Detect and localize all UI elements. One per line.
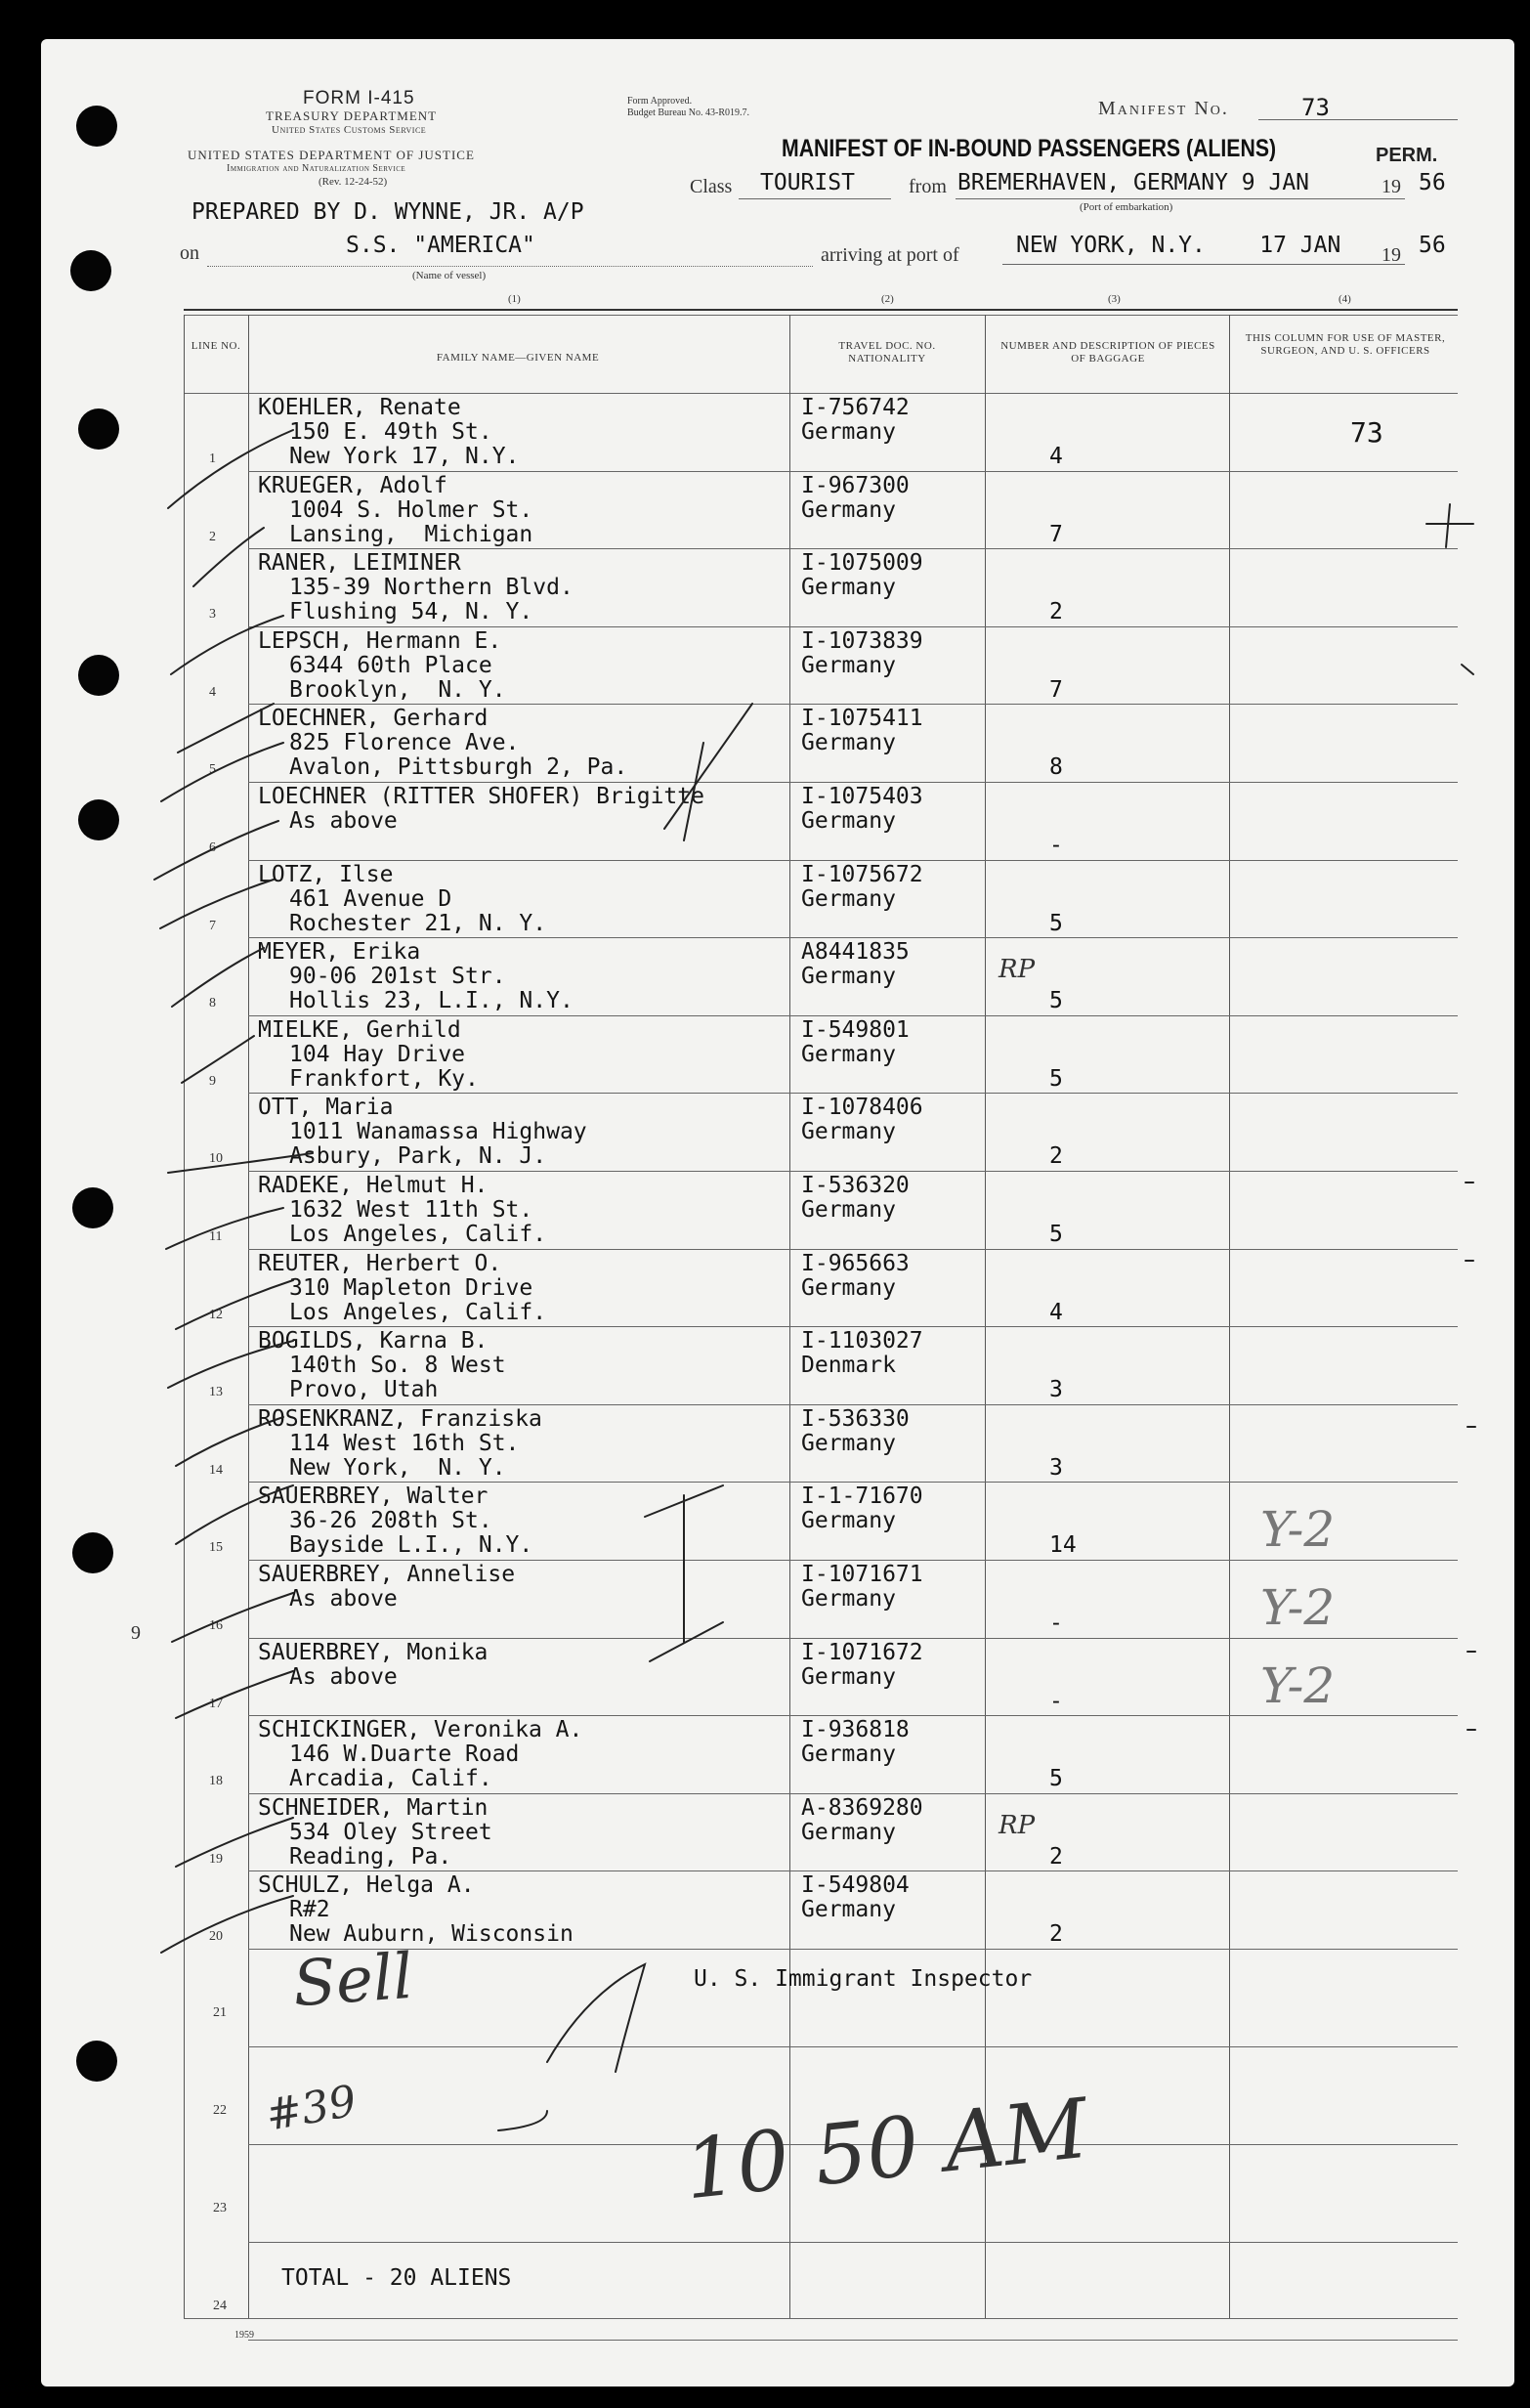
baggage-pieces: 4 xyxy=(1049,1299,1063,1325)
address-line: 534 Oley Street xyxy=(289,1819,492,1845)
city-line: New York 17, N.Y. xyxy=(289,444,520,469)
vessel-name: S.S. "AMERICA" xyxy=(346,233,535,258)
nationality: Denmark xyxy=(801,1353,896,1379)
address-line: As above xyxy=(289,1586,398,1612)
officer-note: Y-2 xyxy=(1260,1656,1336,1714)
passenger-name: LOECHNER (RITTER SHOFER) Brigitte xyxy=(258,784,704,809)
baggage-pieces: 4 xyxy=(1049,444,1063,469)
nationality: Germany xyxy=(801,1274,896,1301)
line-number: 23 xyxy=(213,2201,227,2215)
address-line: 310 Mapleton Drive xyxy=(289,1274,533,1301)
city-line: New Auburn, Wisconsin xyxy=(289,1921,574,1948)
nationality: Germany xyxy=(801,1586,896,1612)
passenger-name: SAUERBREY, Monika xyxy=(258,1639,489,1665)
treasury-department: TREASURY DEPARTMENT xyxy=(266,108,438,123)
manifest-label: Manifest No. xyxy=(1098,98,1229,119)
travel-doc-number: I-1103027 xyxy=(801,1328,923,1354)
prepared-by: PREPARED BY D. WYNNE, JR. A/P xyxy=(191,199,584,225)
address-line: As above xyxy=(289,1663,398,1690)
department-of-justice: UNITED STATES DEPARTMENT OF JUSTICE xyxy=(188,148,475,162)
nationality: Germany xyxy=(801,1197,896,1223)
city-line: Asbury, Park, N. J. xyxy=(289,1143,547,1170)
travel-doc-number: I-1073839 xyxy=(801,627,923,654)
line-number: 3 xyxy=(209,607,216,623)
nationality: Germany xyxy=(801,419,896,445)
margin-mark: 9 xyxy=(131,1622,141,1644)
city-line: Frankfort, Ky. xyxy=(289,1065,479,1092)
line-number: 16 xyxy=(209,1618,223,1633)
nationality: Germany xyxy=(801,1897,896,1923)
travel-doc-number: I-1075672 xyxy=(801,861,923,887)
baggage-pieces: - xyxy=(1049,833,1063,858)
baggage-pieces: 3 xyxy=(1049,1454,1063,1481)
perm-label: PERM. xyxy=(1376,145,1438,166)
travel-doc-number: I-965663 xyxy=(801,1250,910,1276)
col-num-4: (4) xyxy=(1339,293,1351,305)
travel-doc-number: I-1-71670 xyxy=(801,1484,923,1510)
nationality: Germany xyxy=(801,575,896,601)
travel-doc-number: I-536330 xyxy=(801,1405,910,1432)
col-num-1: (1) xyxy=(508,293,521,305)
print-code: 1959 xyxy=(234,2330,254,2341)
nationality: Germany xyxy=(801,885,896,912)
travel-doc-number: I-1075411 xyxy=(801,706,923,732)
passenger-name: BOGILDS, Karna B. xyxy=(258,1328,489,1354)
arriving-label: arriving at port of xyxy=(821,244,959,266)
passenger-name: KOEHLER, Renate xyxy=(258,395,461,420)
address-line: 1011 Wanamassa Highway xyxy=(289,1119,587,1145)
port-of-embarkation: BREMERHAVEN, GERMANY 9 JAN xyxy=(957,170,1310,195)
line-number: 7 xyxy=(209,918,216,933)
baggage-pieces: 2 xyxy=(1049,1143,1063,1170)
passenger-name: RANER, LEIMINER xyxy=(258,550,461,577)
passenger-name: KRUEGER, Adolf xyxy=(258,472,447,498)
nationality: Germany xyxy=(801,1119,896,1145)
col-num-3: (3) xyxy=(1108,293,1121,305)
budget-bureau: Budget Bureau No. 43-R019.7. xyxy=(627,108,749,118)
city-line: Lansing, Michigan xyxy=(289,521,533,547)
travel-doc-number: I-1071672 xyxy=(801,1639,923,1665)
baggage-pieces: 2 xyxy=(1049,599,1063,625)
col-baggage: NUMBER AND DESCRIPTION OF PIECES OF BAGGAGE xyxy=(1000,340,1215,365)
officer-note: Y-2 xyxy=(1260,1579,1336,1636)
travel-doc-number: I-967300 xyxy=(801,472,910,498)
handwritten-time: 10 50 AM xyxy=(680,2080,1092,2218)
line-number: 9 xyxy=(209,1073,216,1089)
passenger-name: SCHULZ, Helga A. xyxy=(258,1872,475,1899)
passenger-name: ROSENKRANZ, Franziska xyxy=(258,1405,542,1432)
line-number: 11 xyxy=(209,1229,223,1244)
inspector-caption: U. S. Immigrant Inspector xyxy=(694,1966,1033,1992)
passenger-name: OTT, Maria xyxy=(258,1095,394,1121)
nationality: Germany xyxy=(801,808,896,834)
col-family-name: FAMILY NAME—GIVEN NAME xyxy=(436,352,600,364)
baggage-pieces: 5 xyxy=(1049,988,1063,1014)
col-officers: THIS COLUMN FOR USE OF MASTER, SURGEON, AND U. S. OFFICERS xyxy=(1245,332,1446,357)
address-line: R#2 xyxy=(289,1897,330,1923)
city-line: Avalon, Pittsburgh 2, Pa. xyxy=(289,754,628,781)
baggage-pieces: 5 xyxy=(1049,1222,1063,1247)
nationality: Germany xyxy=(801,964,896,990)
city-line: Provo, Utah xyxy=(289,1377,439,1403)
manifest-number: 73 xyxy=(1301,94,1330,121)
passenger-name: MEYER, Erika xyxy=(258,939,421,966)
baggage-pieces: 5 xyxy=(1049,910,1063,936)
line-number: 22 xyxy=(213,2103,227,2118)
travel-doc-number: I-1075009 xyxy=(801,550,923,577)
city-line: Brooklyn, N. Y. xyxy=(289,676,506,703)
line-number: 4 xyxy=(209,684,216,700)
address-line: 825 Florence Ave. xyxy=(289,730,520,756)
handwritten-number: #39 xyxy=(262,2076,361,2141)
city-line: Hollis 23, L.I., N.Y. xyxy=(289,988,574,1014)
baggage-pieces: 2 xyxy=(1049,1921,1063,1948)
travel-doc-number: I-756742 xyxy=(801,395,910,420)
baggage-pieces: 2 xyxy=(1049,1843,1063,1870)
port-caption: (Port of embarkation) xyxy=(1080,201,1173,213)
baggage-pieces: - xyxy=(1049,1688,1063,1714)
line-number: 14 xyxy=(209,1462,223,1478)
form-number: FORM I-415 xyxy=(303,88,415,108)
line-number: 19 xyxy=(209,1851,223,1867)
address-line: 36-26 208th St. xyxy=(289,1508,492,1534)
city-line: Bayside L.I., N.Y. xyxy=(289,1532,533,1559)
baggage-pieces: 8 xyxy=(1049,754,1063,781)
on-label: on xyxy=(180,242,199,264)
customs-service: United States Customs Service xyxy=(272,124,427,136)
passenger-name: LOTZ, Ilse xyxy=(258,861,394,887)
nationality: Germany xyxy=(801,1742,896,1768)
city-line: Reading, Pa. xyxy=(289,1843,452,1870)
line-number: 8 xyxy=(209,996,216,1011)
ins-service: Immigration and Naturalization Service xyxy=(227,163,406,174)
baggage-pieces: 7 xyxy=(1049,521,1063,547)
baggage-pieces: 3 xyxy=(1049,1377,1063,1403)
col-line-no: LINE NO. xyxy=(191,340,241,352)
address-line: 1004 S. Holmer St. xyxy=(289,496,533,523)
total-aliens: TOTAL - 20 ALIENS xyxy=(281,2265,512,2291)
city-line: Rochester 21, N. Y. xyxy=(289,910,547,936)
class-value: TOURIST xyxy=(760,170,855,195)
address-line: 135-39 Northern Blvd. xyxy=(289,575,574,601)
line-number: 10 xyxy=(209,1151,223,1167)
address-line: 104 Hay Drive xyxy=(289,1041,466,1067)
passenger-name: SAUERBREY, Annelise xyxy=(258,1562,516,1587)
nationality: Germany xyxy=(801,1430,896,1456)
address-line: 150 E. 49th St. xyxy=(289,419,492,445)
col-num-2: (2) xyxy=(881,293,894,305)
officer-note: RP xyxy=(999,955,1036,985)
address-line: 114 West 16th St. xyxy=(289,1430,520,1456)
line-number: 2 xyxy=(209,529,216,544)
city-line: Los Angeles, Calif. xyxy=(289,1222,547,1247)
address-line: 6344 60th Place xyxy=(289,652,492,678)
passenger-name: SAUERBREY, Walter xyxy=(258,1484,489,1510)
travel-doc-number: I-536320 xyxy=(801,1173,910,1198)
line-number: 5 xyxy=(209,762,216,778)
address-line: 140th So. 8 West xyxy=(289,1353,506,1379)
revision-date: (Rev. 12-24-52) xyxy=(319,176,388,188)
passenger-name: REUTER, Herbert O. xyxy=(258,1250,502,1276)
city-line: Flushing 54, N. Y. xyxy=(289,599,533,625)
nationality: Germany xyxy=(801,1819,896,1845)
passenger-name: SCHICKINGER, Veronika A. xyxy=(258,1717,583,1743)
nationality: Germany xyxy=(801,1041,896,1067)
address-line: 1632 West 11th St. xyxy=(289,1197,533,1223)
city-line: Arcadia, Calif. xyxy=(289,1766,492,1792)
address-line: As above xyxy=(289,808,398,834)
line-number: 24 xyxy=(213,2299,227,2313)
vessel-caption: (Name of vessel) xyxy=(412,270,487,281)
baggage-pieces: 14 xyxy=(1049,1532,1077,1559)
baggage-pieces: 5 xyxy=(1049,1065,1063,1092)
port-of-arrival: NEW YORK, N.Y. 17 JAN xyxy=(1016,233,1341,258)
officer-note: RP xyxy=(999,1810,1036,1840)
passenger-name: LOECHNER, Gerhard xyxy=(258,706,489,732)
address-line: 90-06 201st Str. xyxy=(289,964,506,990)
baggage-pieces: 7 xyxy=(1049,676,1063,703)
city-line: Los Angeles, Calif. xyxy=(289,1299,547,1325)
line-number: 18 xyxy=(209,1774,223,1789)
line-number: 17 xyxy=(209,1696,223,1711)
inspector-signature: Sell xyxy=(290,1940,416,2022)
manifest-title: MANIFEST OF IN-BOUND PASSENGERS (ALIENS) xyxy=(782,135,1277,162)
nationality: Germany xyxy=(801,652,896,678)
travel-doc-number: I-549801 xyxy=(801,1016,910,1043)
class-label: Class xyxy=(690,176,733,197)
travel-doc-number: A-8369280 xyxy=(801,1794,923,1821)
city-line: New York, N. Y. xyxy=(289,1454,506,1481)
line-number: 15 xyxy=(209,1540,223,1556)
from-label: from xyxy=(909,176,947,197)
line-number: 13 xyxy=(209,1385,223,1400)
travel-doc-number: I-936818 xyxy=(801,1717,910,1743)
officer-note: Y-2 xyxy=(1260,1501,1336,1559)
passenger-name: RADEKE, Helmut H. xyxy=(258,1173,489,1198)
line-number: 6 xyxy=(209,840,216,855)
nationality: Germany xyxy=(801,1663,896,1690)
from-year: 56 xyxy=(1419,170,1446,195)
address-line: 461 Avenue D xyxy=(289,885,452,912)
passenger-name: SCHNEIDER, Martin xyxy=(258,1794,489,1821)
nationality: Germany xyxy=(801,730,896,756)
line-number: 12 xyxy=(209,1307,223,1322)
travel-doc-number: I-1071671 xyxy=(801,1562,923,1587)
form-approved: Form Approved. xyxy=(627,96,693,107)
travel-doc-number: I-549804 xyxy=(801,1872,910,1899)
col-travel-doc: TRAVEL DOC. NO. NATIONALITY xyxy=(838,340,936,365)
travel-doc-number: A8441835 xyxy=(801,939,910,966)
arr-year-prefix: 19 xyxy=(1381,244,1401,266)
passenger-name: MIELKE, Gerhild xyxy=(258,1016,461,1043)
line-number: 20 xyxy=(209,1929,223,1945)
nationality: Germany xyxy=(801,1508,896,1534)
baggage-pieces: 5 xyxy=(1049,1766,1063,1792)
line-number: 1 xyxy=(209,452,216,466)
line-number: 21 xyxy=(213,2005,227,2020)
travel-doc-number: I-1075403 xyxy=(801,784,923,809)
from-year-prefix: 19 xyxy=(1381,176,1401,197)
officer-note: 73 xyxy=(1350,416,1383,449)
travel-doc-number: I-1078406 xyxy=(801,1095,923,1121)
baggage-pieces: - xyxy=(1049,1611,1063,1636)
address-line: 146 W.Duarte Road xyxy=(289,1742,520,1768)
nationality: Germany xyxy=(801,496,896,523)
arrival-year: 56 xyxy=(1419,233,1446,258)
passenger-name: LEPSCH, Hermann E. xyxy=(258,627,502,654)
